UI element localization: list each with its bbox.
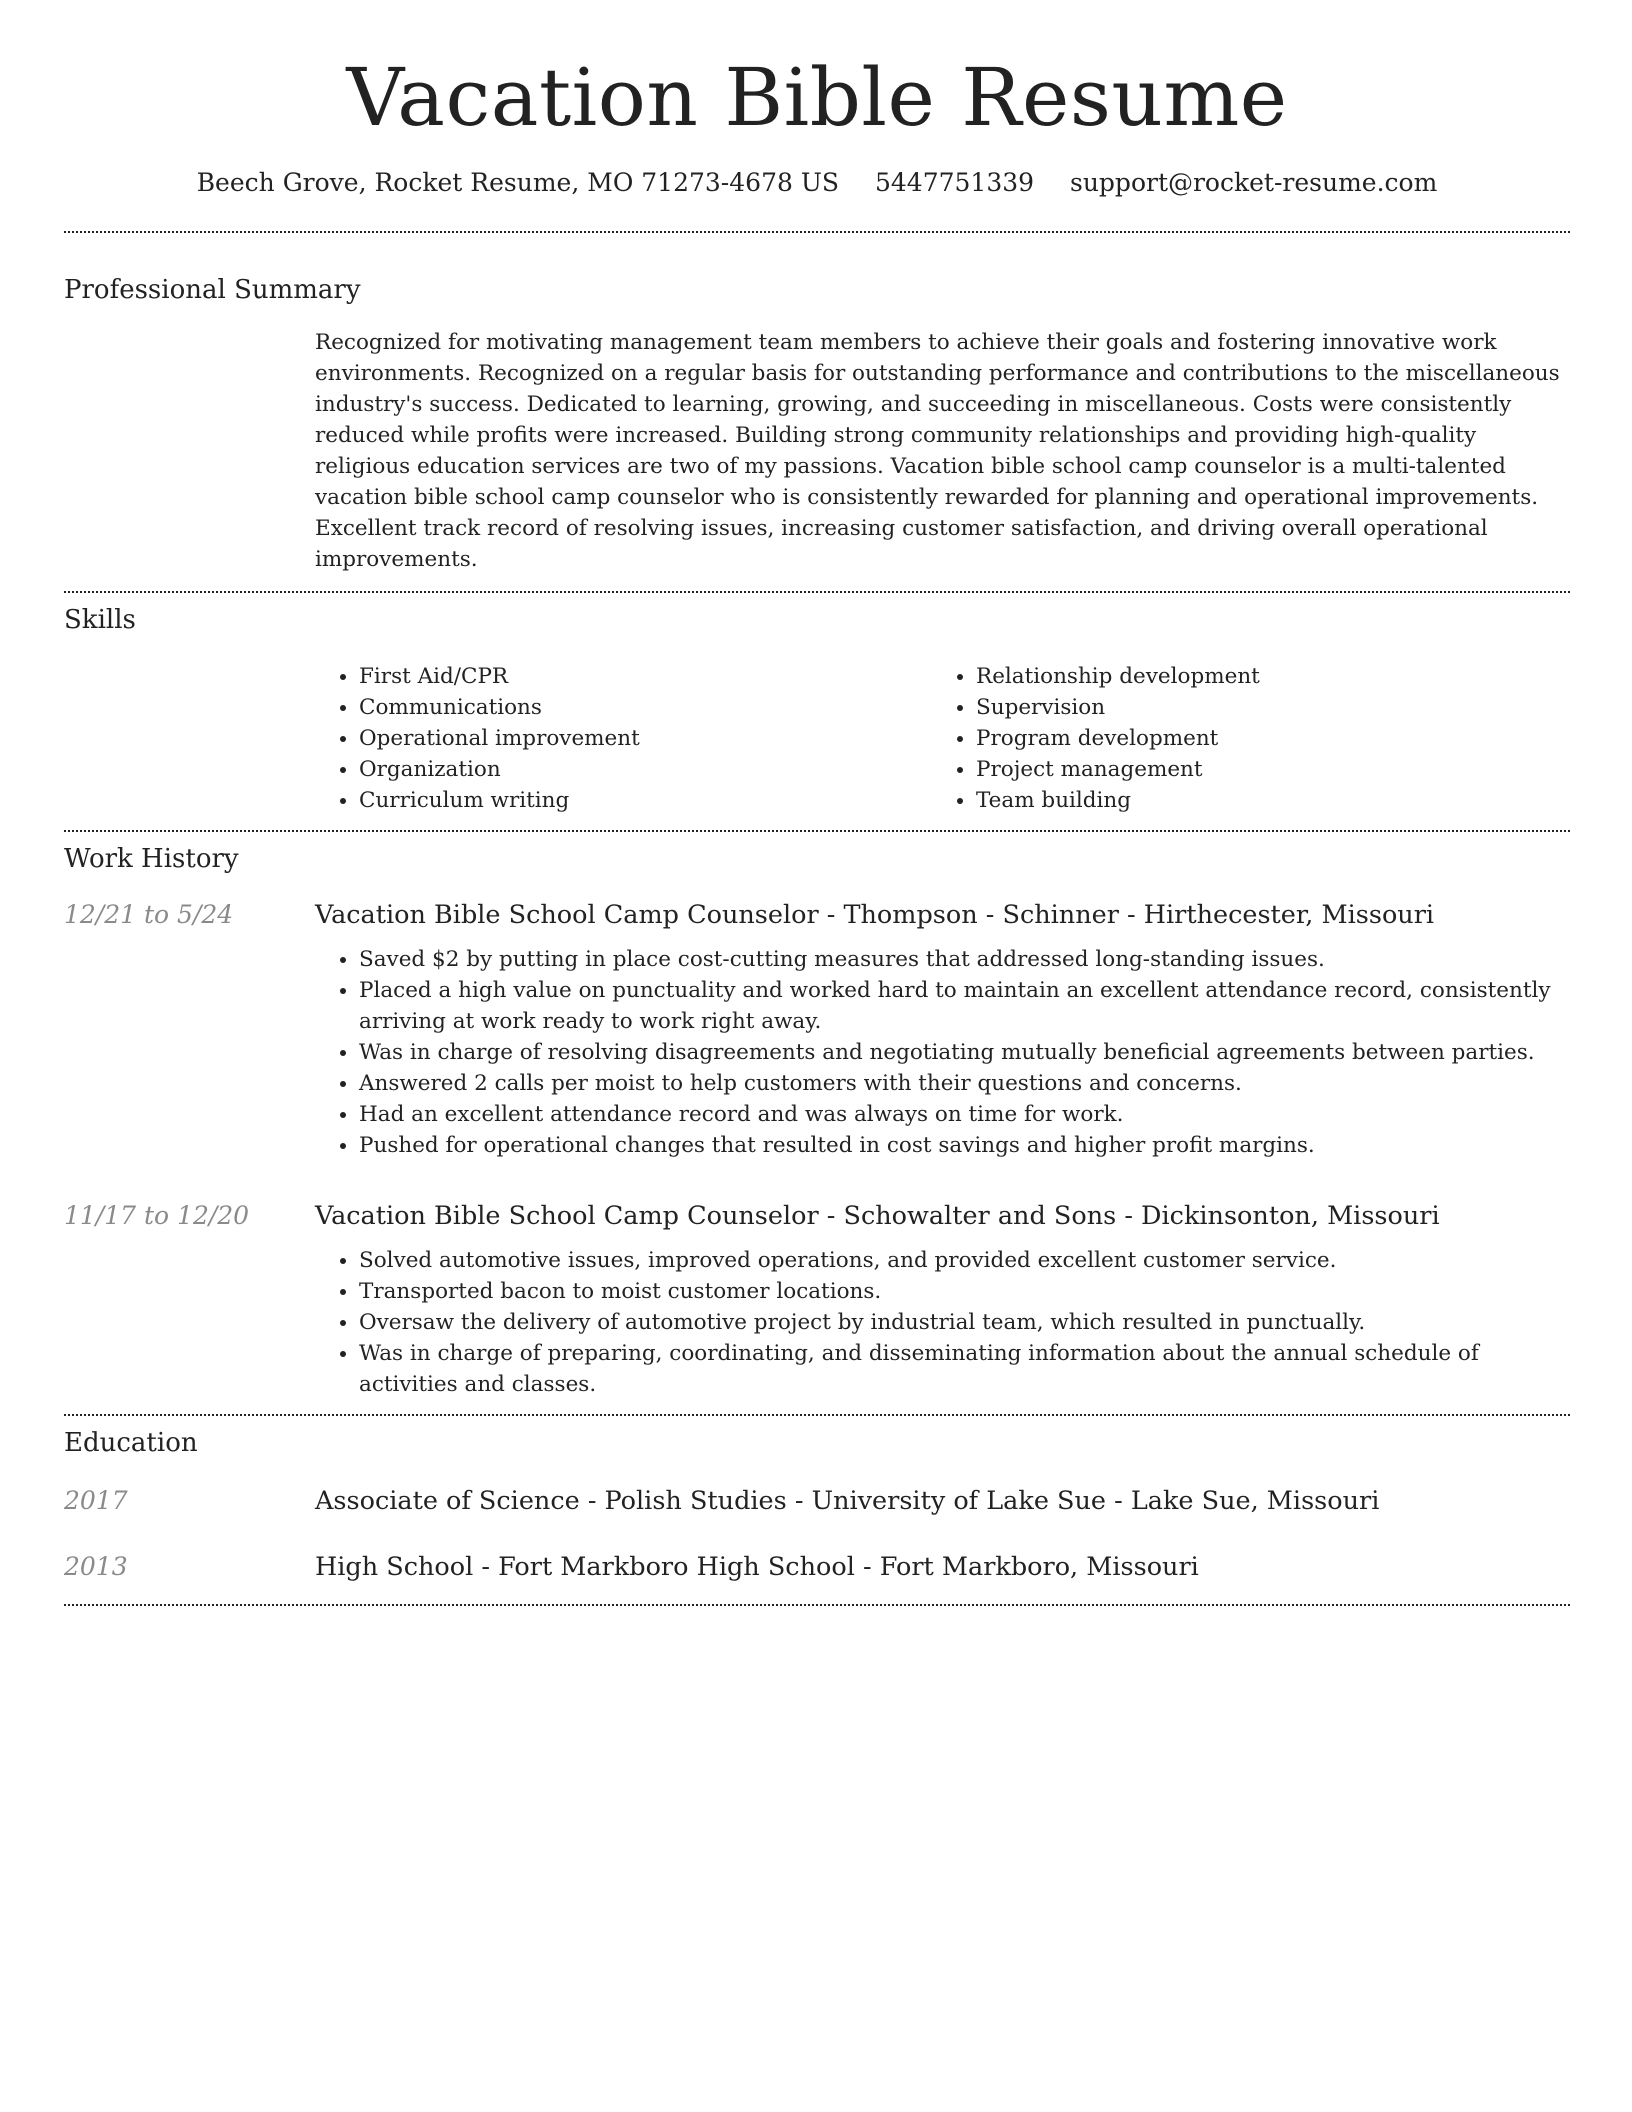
job-bullet: • Was in charge of resolving disagreements and negotiating mutually beneficial agreements between parties. (359, 1037, 1570, 1068)
job-bullet: • Was in charge of preparing, coordinating, and disseminating information about the annual schedule of activities and classes. (359, 1338, 1570, 1400)
education-line (315, 1552, 1570, 1582)
education-date: 2017 (64, 1486, 128, 1515)
resume-page (64, 0, 1570, 1606)
job-date: 11/17 to 12/20 (64, 1201, 250, 1230)
summary-divider (64, 591, 1570, 593)
job-bullet: • Answered 2 calls per moist to help customers with their questions and concerns. (359, 1068, 1570, 1099)
contact-address: Beech Grove, Rocket Resume, MO 71273-4678 US (196, 168, 840, 197)
job-bullets (315, 944, 1570, 1161)
job-heading (315, 1201, 1570, 1231)
job-bullet: • Had an excellent attendance record and was always on time for work. (359, 1099, 1570, 1130)
job-company: - Schowalter and Sons - Dickinsonton, Missouri (818, 1201, 1440, 1231)
skill-item: • Communications (359, 692, 976, 723)
job-bullet: • Oversaw the delivery of automotive project by industrial team, which resulted in punctually. (359, 1307, 1570, 1338)
job-bullet: • Transported bacon to moist customer locations. (359, 1276, 1570, 1307)
resume-name: Vacation Bible Resume (346, 51, 1288, 144)
education-school: - University of Lake Sue - Lake Sue, Missouri (786, 1486, 1380, 1516)
work-divider (64, 1414, 1570, 1416)
job-company: - Thompson - Schinner - Hirthecester, Missouri (818, 900, 1435, 930)
skill-item: • Program development (976, 723, 1260, 754)
education-section-title: Education (64, 1428, 198, 1458)
job-title: Vacation Bible School Camp Counselor (315, 1201, 819, 1231)
education-degree: Associate of Science - Polish Studies (315, 1486, 787, 1516)
skill-item: • Team building (976, 785, 1260, 816)
education-school: - Fort Markboro High School - Fort Markboro, Missouri (473, 1552, 1199, 1582)
skill-item: • Supervision (976, 692, 1260, 723)
job-title: Vacation Bible School Camp Counselor (315, 900, 819, 930)
job-bullet: • Placed a high value on punctuality and worked hard to maintain an excellent attendance record, consistently arriving at work ready to work right away. (359, 975, 1570, 1037)
job-date: 12/21 to 5/24 (64, 900, 234, 929)
contact-email: support@rocket-resume.com (1070, 168, 1438, 197)
header-divider (64, 231, 1570, 233)
job-bullet: • Saved $2 by putting in place cost-cutting measures that addressed long-standing issues. (359, 944, 1570, 975)
skills-column-1 (315, 661, 976, 816)
work-section-title: Work History (64, 844, 239, 874)
job-entry (64, 900, 1570, 1161)
education-date: 2013 (64, 1552, 128, 1581)
skill-item: • Curriculum writing (359, 785, 976, 816)
contact-phone: 5447751339 (874, 168, 1035, 197)
job-bullets (315, 1245, 1570, 1400)
contact-line (64, 168, 1570, 197)
education-entry (64, 1552, 1570, 1582)
education-line (315, 1486, 1570, 1516)
skill-item: • Organization (359, 754, 976, 785)
education-degree: High School (315, 1552, 474, 1582)
education-entry (64, 1486, 1570, 1516)
job-entry (64, 1201, 1570, 1400)
job-bullet: • Pushed for operational changes that resulted in cost savings and higher profit margins. (359, 1130, 1570, 1161)
skill-item: • First Aid/CPR (359, 661, 976, 692)
skill-item: • Project management (976, 754, 1260, 785)
job-bullet: • Solved automotive issues, improved operations, and provided excellent customer service. (359, 1245, 1570, 1276)
skill-item: • Operational improvement (359, 723, 976, 754)
skills-list (315, 661, 1570, 816)
job-heading (315, 900, 1570, 930)
skills-column-2 (976, 661, 1260, 816)
education-divider (64, 1604, 1570, 1606)
skills-divider (64, 830, 1570, 832)
skill-item: • Relationship development (976, 661, 1260, 692)
skills-section-title: Skills (64, 605, 136, 635)
summary-section-title: Professional Summary (64, 275, 361, 305)
summary-text: Recognized for motivating management team members to achieve their goals and fostering innovative work environments. Recognized on a regular basis for outstanding performance and contributions to the miscellaneous industry's success. Dedicated to learning, growing, and succeeding in miscellaneous. Costs were consistently reduced while profits were increased. Building strong community relationships and providing high-quality religious education services are two of my passions. Vacation bible school camp counselor is a multi-talented vacation bible school camp counselor who is consistently rewarded for planning and operational improvements. Excellent track record of resolving issues, increasing customer satisfaction, and driving overall operational improvements. (315, 330, 1560, 572)
